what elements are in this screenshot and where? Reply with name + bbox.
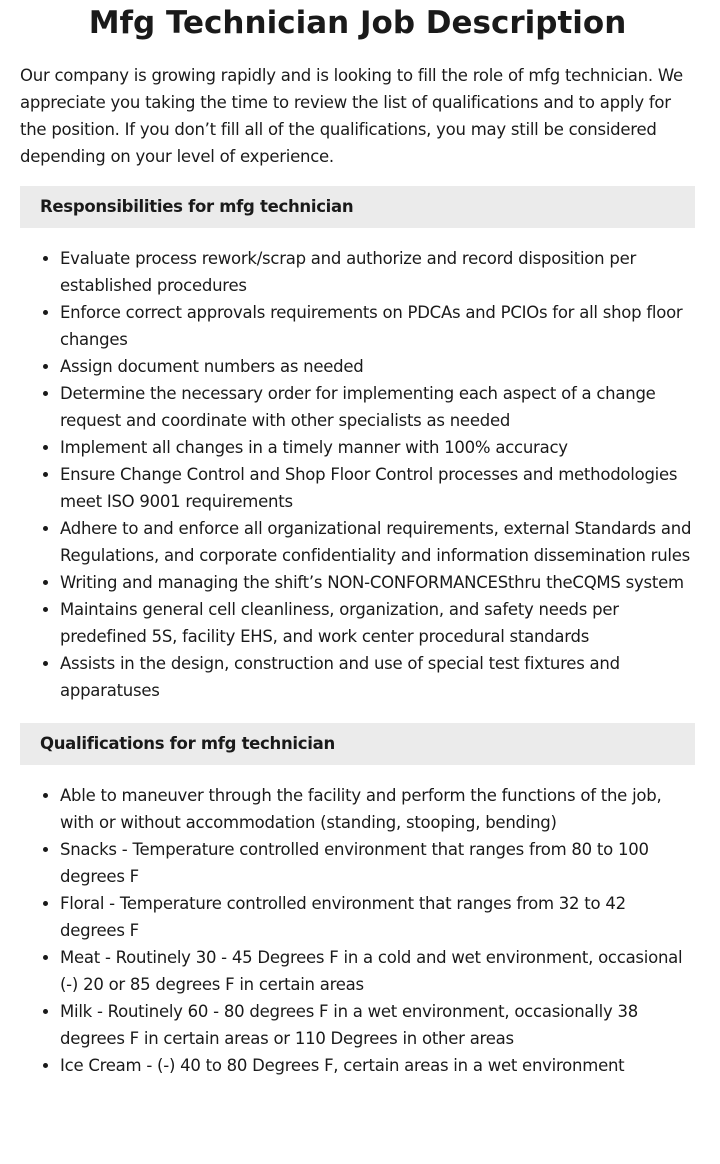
list-item: • Ice Cream - (-) 40 to 80 Degrees F, certain areas in a wet environment [60,1052,695,1079]
list-item: • Maintains general cell cleanliness, organization, and safety needs per predefined 5S, facility EHS, and work center procedural standards [60,596,695,650]
list-item: • Ensure Change Control and Shop Floor Control processes and methodologies meet ISO 9001 requirements [60,461,695,515]
list-item: • Assign document numbers as needed [60,353,695,380]
list-item: • Floral - Temperature controlled environment that ranges from 32 to 42 degrees F [60,890,695,944]
list-item: • Milk - Routinely 60 - 80 degrees F in a wet environment, occasionally 38 degrees F in certain areas or 110 Degrees in other areas [60,998,695,1052]
list-item: • Evaluate process rework/scrap and authorize and record disposition per established procedures [60,245,695,299]
intro-paragraph: Our company is growing rapidly and is looking to fill the role of mfg technician. We appreciate you taking the time to review the list of qualifications and to apply for the position. If you don’t fill all of the qualifications, you may still be considered depending on your level of experience. [20,66,683,166]
responsibilities-heading: Responsibilities for mfg technician [20,186,695,228]
list-item: • Meat - Routinely 30 - 45 Degrees F in a cold and wet environment, occasional (-) 20 or 85 degrees F in certain areas [60,944,695,998]
list-item: • Determine the necessary order for implementing each aspect of a change request and coordinate with other specialists as needed [60,380,695,434]
responsibilities-list [20,245,695,704]
list-item: • Implement all changes in a timely manner with 100% accuracy [60,434,695,461]
list-item: • Writing and managing the shift’s NON-CONFORMANCESthru theCQMS system [60,569,695,596]
list-item: • Able to maneuver through the facility and perform the functions of the job, with or without accommodation (standing, stooping, bending) [60,782,695,836]
page-title: Mfg Technician Job Description [88,5,627,41]
qualifications-list [20,782,695,1079]
list-item: • Assists in the design, construction and use of special test fixtures and apparatuses [60,650,695,704]
list-item: • Adhere to and enforce all organizational requirements, external Standards and Regulations, and corporate confidentiality and information dissemination rules [60,515,695,569]
list-item: • Snacks - Temperature controlled environment that ranges from 80 to 100 degrees F [60,836,695,890]
list-item: • Enforce correct approvals requirements on PDCAs and PCIOs for all shop floor changes [60,299,695,353]
qualifications-heading: Qualifications for mfg technician [20,723,695,765]
